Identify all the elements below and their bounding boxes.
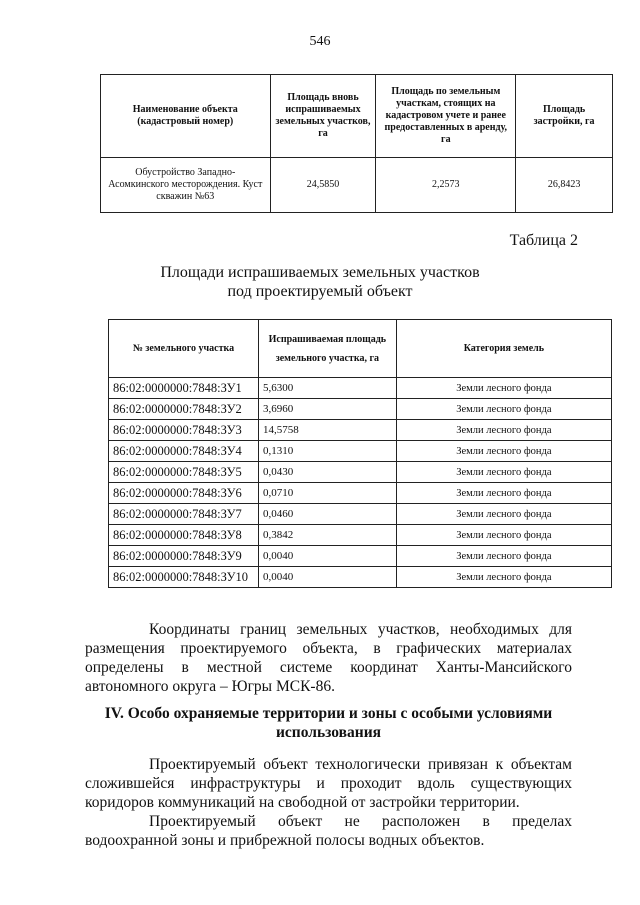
- page-number: 546: [309, 34, 331, 49]
- column-header: Площадь по земельным участкам, стоящих на кадастровом учете и ранее предоставленных в аренду, га: [376, 75, 516, 158]
- land-category-cell: Земли лесного фонда: [396, 525, 611, 546]
- table-row: [109, 441, 612, 462]
- table-row: [109, 399, 612, 420]
- column-header: Испрашиваемая площадь земельного участка, га: [258, 320, 396, 378]
- table-label: Таблица 2: [509, 232, 578, 249]
- infrastructure-paragraph: Проектируемый объект технологически привязан к объектам сложившейся инфраструктуры и проходит вдоль существующих коридоров коммуникаций на свободной от застройки территории.: [85, 756, 572, 811]
- table-title: [0, 263, 640, 301]
- table-row: [101, 158, 613, 213]
- table-row: [109, 525, 612, 546]
- new-area-cell: 24,5850: [270, 158, 376, 213]
- object-area-table: [100, 74, 613, 213]
- column-header: Площадь застройки, га: [516, 75, 613, 158]
- land-plots-table: [108, 319, 612, 588]
- table-title-line: под проектируемый объект: [227, 283, 413, 300]
- building-area-cell: 26,8423: [516, 158, 613, 213]
- table-header-row: [109, 320, 612, 378]
- plot-number-cell: 86:02:0000000:7848:ЗУ3: [109, 420, 259, 441]
- plot-number-cell: 86:02:0000000:7848:ЗУ10: [109, 567, 259, 588]
- column-header: Площадь вновь испрашиваемых земельных участков, га: [270, 75, 376, 158]
- land-category-cell: Земли лесного фонда: [396, 546, 611, 567]
- land-category-cell: Земли лесного фонда: [396, 504, 611, 525]
- table-row: [109, 462, 612, 483]
- water-zone-paragraph: Проектируемый объект не расположен в пределах водоохранной зоны и прибрежной полосы водных объектов.: [85, 813, 572, 849]
- table-row: [109, 504, 612, 525]
- plot-area-cell: 0,0460: [258, 504, 396, 525]
- land-category-cell: Земли лесного фонда: [396, 483, 611, 504]
- plot-area-cell: 0,0040: [258, 567, 396, 588]
- plot-area-cell: 0,0040: [258, 546, 396, 567]
- land-category-cell: Земли лесного фонда: [396, 399, 611, 420]
- plot-number-cell: 86:02:0000000:7848:ЗУ4: [109, 441, 259, 462]
- plot-area-cell: 0,3842: [258, 525, 396, 546]
- plot-number-cell: 86:02:0000000:7848:ЗУ8: [109, 525, 259, 546]
- column-header: № земельного участка: [109, 320, 259, 378]
- plot-area-cell: 5,6300: [258, 378, 396, 399]
- plot-number-cell: 86:02:0000000:7848:ЗУ9: [109, 546, 259, 567]
- plot-number-cell: 86:02:0000000:7848:ЗУ2: [109, 399, 259, 420]
- plot-area-cell: 3,6960: [258, 399, 396, 420]
- land-category-cell: Земли лесного фонда: [396, 441, 611, 462]
- plot-area-cell: 0,0430: [258, 462, 396, 483]
- table-row: [109, 567, 612, 588]
- plot-number-cell: 86:02:0000000:7848:ЗУ5: [109, 462, 259, 483]
- land-category-cell: Земли лесного фонда: [396, 420, 611, 441]
- coordinates-paragraph: Координаты границ земельных участков, необходимых для размещения проектируемого объекта, в графических материалах определены в местной системе координат Ханты-Мансийского автономного округа – Югры МСК-86.: [85, 621, 572, 695]
- land-category-cell: Земли лесного фонда: [396, 462, 611, 483]
- land-category-cell: Земли лесного фонда: [396, 378, 611, 399]
- section-title: IV. Особо охраняемые территории и зоны с особыми условиями использования: [104, 705, 553, 741]
- land-category-cell: Земли лесного фонда: [396, 567, 611, 588]
- registered-area-cell: 2,2573: [376, 158, 516, 213]
- plot-number-cell: 86:02:0000000:7848:ЗУ1: [109, 378, 259, 399]
- table-row: [109, 378, 612, 399]
- table-row: [109, 420, 612, 441]
- column-header: Категория земель: [396, 320, 611, 378]
- plot-number-cell: 86:02:0000000:7848:ЗУ7: [109, 504, 259, 525]
- plot-area-cell: 0,0710: [258, 483, 396, 504]
- plot-area-cell: 14,5758: [258, 420, 396, 441]
- table-row: [109, 546, 612, 567]
- table-header-row: [101, 75, 613, 158]
- plot-number-cell: 86:02:0000000:7848:ЗУ6: [109, 483, 259, 504]
- table-row: [109, 483, 612, 504]
- object-name-cell: Обустройство Западно-Асомкинского месторождения. Куст скважин №63: [101, 158, 271, 213]
- table-title-line: Площади испрашиваемых земельных участков: [160, 264, 480, 281]
- plot-area-cell: 0,1310: [258, 441, 396, 462]
- column-header: Наименование объекта (кадастровый номер): [101, 75, 271, 158]
